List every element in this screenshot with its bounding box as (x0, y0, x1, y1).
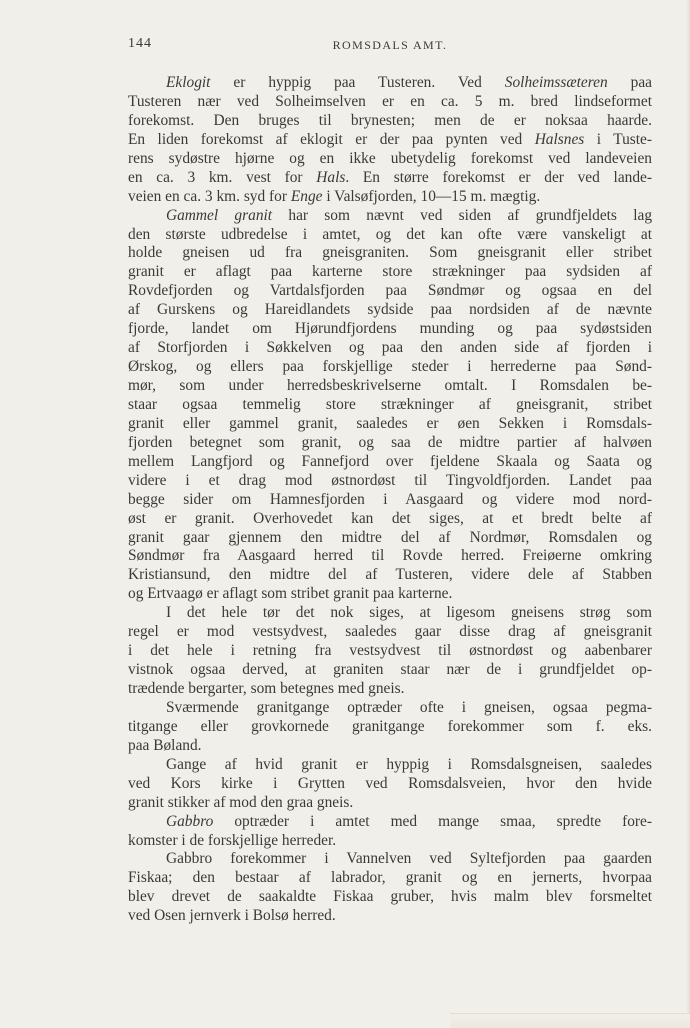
text-line (128, 112, 652, 131)
text-fragment: paa Bøland. (128, 736, 202, 754)
italic-term: Solheimssæteren (504, 74, 608, 91)
text-line (128, 699, 652, 718)
text-line (128, 661, 652, 680)
text-fragment: granit er aflagt paa karterne store strækninger paa sydsiden af (128, 263, 652, 281)
text-line (128, 832, 652, 851)
text-fragment: Sværmende granitgange optræder ofte i gneisen, ogsaa pegma- (166, 698, 652, 716)
text-fragment: af Gurskens og Hareidlandets sydside paa nordsiden af de nævnte (128, 301, 652, 319)
text-fragment: titgange eller grovkornede granitgange forekommer som f. eks. (128, 717, 652, 735)
body-text (128, 74, 652, 926)
text-fragment: granit gaar gjennem den midtre del af Nordmør, Romsdalen og (128, 528, 652, 546)
text-fragment: Tusteren nær ved Solheimselven er en ca. 5 m. bred lindseformet (128, 92, 652, 110)
text-fragment: trædende bergarter, som betegnes med gneis. (128, 680, 405, 697)
text-fragment: granit stikker af mod den graa gneis. (128, 793, 354, 811)
italic-term: Enge (290, 187, 323, 205)
text-line (128, 188, 652, 207)
text-fragment: Fiskaa; den bestaar af labrador, granit og en jernerts, hvorpaa (128, 869, 652, 887)
text-line (128, 547, 652, 566)
text-fragment: i Valsøfjorden, 10—15 m. mægtig. (322, 187, 541, 205)
page-number: 144 (128, 36, 152, 51)
text-line (128, 623, 652, 642)
text-line (128, 415, 652, 434)
text-line (128, 472, 652, 491)
italic-term: Gammel granit (166, 206, 273, 224)
text-line (128, 566, 652, 585)
text-line (128, 869, 652, 888)
text-fragment: Gabbro forekommer i Vannelven ved Syltefjorden paa gaarden (166, 850, 652, 868)
text-fragment: en ca. 3 km. vest for (128, 168, 317, 186)
text-fragment: af Storfjorden i Søkkelven og paa den anden side af fjorden i (128, 339, 652, 357)
text-line (128, 207, 652, 226)
text-fragment: forekomst. Den bruges til brynesten; men de er noksaa haarde. (128, 111, 652, 129)
text-line (128, 794, 652, 813)
text-fragment: begge sider om Hamnesfjorden i Aasgaard og videre mod nord- (128, 490, 652, 508)
text-line (128, 510, 652, 529)
text-fragment: staar ogsaa temmelig store strækninger af gneisgranit, stribet (128, 395, 652, 413)
text-fragment: I det hele tør det nok siges, at ligesom gneisens strøg som (166, 604, 652, 622)
text-fragment: mør, som under herredsbeskrivelserne omtalt. I Romsdalen be- (128, 377, 652, 394)
text-fragment: Søndmør fra Aasgaard herred til Rovde herred. Freiøerne omkring (128, 547, 652, 565)
text-line (128, 377, 652, 396)
text-fragment: fjorde, landet om Hjørundfjordens munding og paa sydøstsiden (128, 320, 652, 338)
italic-term: Halsnes (534, 130, 585, 148)
text-fragment: . En større forekomst er der ved lande- (345, 168, 653, 186)
text-fragment: videre i et drag mod østnordøst til Tingvoldfjorden. Landet paa (128, 471, 652, 489)
page-header (128, 36, 652, 56)
text-fragment: regel er mod vestsydvest, saaledes gaar disse drag af gneisgranit (128, 623, 652, 641)
text-line (128, 244, 652, 263)
text-fragment: vistnok ogsaa derved, at graniten staar nær de i grundfjeldet op- (128, 661, 652, 679)
text-line (128, 529, 652, 548)
text-line (128, 226, 652, 245)
text-fragment: i det hele i retning fra vestsydvest til østnordøst og aabenbarer (128, 642, 652, 660)
text-fragment: fjorden betegnet som granit, og saa de midtre partier af halvøen (128, 433, 652, 451)
text-line (128, 585, 652, 604)
text-fragment: optræder i amtet med mange smaa, spredte fore- (213, 812, 652, 830)
text-line (128, 282, 652, 301)
text-fragment: og Ertvaagø er aflagt som stribet granit paa karterne. (128, 585, 453, 603)
italic-term: Hals (316, 168, 346, 186)
text-line (128, 263, 652, 282)
text-line (128, 907, 652, 926)
text-fragment: er hyppig paa Tusteren. Ved (210, 74, 505, 91)
text-line (128, 888, 652, 907)
page-edge-shadow (686, 0, 690, 1028)
text-line (128, 642, 652, 661)
text-fragment: En liden forekomst af eklogit er der paa pynten ved (128, 130, 535, 148)
text-fragment: Rovdefjorden og Vartdalsfjorden paa Søndmør og ogsaa en del (128, 282, 652, 300)
text-fragment: den største udbredelse i amtet, og det kan ofte være vanskeligt at (128, 225, 652, 243)
text-line (128, 131, 652, 150)
text-line (128, 339, 652, 358)
text-fragment: rens sydøstre hjørne og en ikke ubetydelig forekomst ved landeveien (128, 149, 652, 167)
text-line (128, 150, 652, 169)
text-fragment: Ørskog, og ellers paa forskjellige steder i herrederne paa Sønd- (128, 358, 652, 376)
italic-term: Gabbro (166, 812, 214, 830)
text-fragment: ved Osen jernverk i Bolsø herred. (128, 907, 336, 925)
page-corner-shadow (450, 1013, 690, 1028)
text-line (128, 74, 652, 93)
text-line (128, 396, 652, 415)
text-line (128, 850, 652, 869)
text-line (128, 358, 652, 377)
text-line (128, 737, 652, 756)
text-line (128, 434, 652, 453)
text-line (128, 680, 652, 699)
text-line (128, 775, 652, 794)
text-fragment: paa (607, 74, 652, 91)
text-fragment: øst er granit. Overhovedet kan det siges, at et bredt belte af (128, 509, 652, 527)
text-fragment: har som nævnt ved siden af grundfjeldets lag (272, 206, 653, 224)
text-fragment: i Tuste- (584, 130, 652, 148)
text-fragment: granit eller gammel granit, saaledes er øen Sekken i Romsdals- (128, 414, 652, 432)
text-line (128, 756, 652, 775)
text-line (128, 301, 652, 320)
text-line (128, 813, 652, 832)
text-line (128, 93, 652, 112)
running-title: ROMSDALS AMT. (332, 38, 448, 52)
text-line (128, 718, 652, 737)
text-line (128, 169, 652, 188)
text-line (128, 453, 652, 472)
text-fragment: holde gneisen ud fra gneisgraniten. Som gneisgranit eller stribet (128, 244, 652, 262)
text-line (128, 604, 652, 623)
text-fragment: Gange af hvid granit er hyppig i Romsdalsgneisen, saaledes (166, 755, 652, 773)
text-line (128, 491, 652, 510)
text-fragment: komster i de forskjellige herreder. (128, 831, 337, 849)
text-fragment: mellem Langfjord og Fannefjord over fjeldene Skaala og Saata og (128, 452, 652, 470)
text-line (128, 320, 652, 339)
italic-term: Eklogit (166, 74, 211, 91)
text-fragment: Kristiansund, den midtre del af Tusteren, videre dele af Stabben (128, 566, 652, 584)
text-fragment: ved Kors kirke i Grytten ved Romsdalsveien, hvor den hvide (128, 774, 652, 792)
text-fragment: veien en ca. 3 km. syd for (128, 187, 291, 205)
text-fragment: blev drevet de saakaldte Fiskaa gruber, hvis malm blev forsmeltet (128, 888, 652, 906)
